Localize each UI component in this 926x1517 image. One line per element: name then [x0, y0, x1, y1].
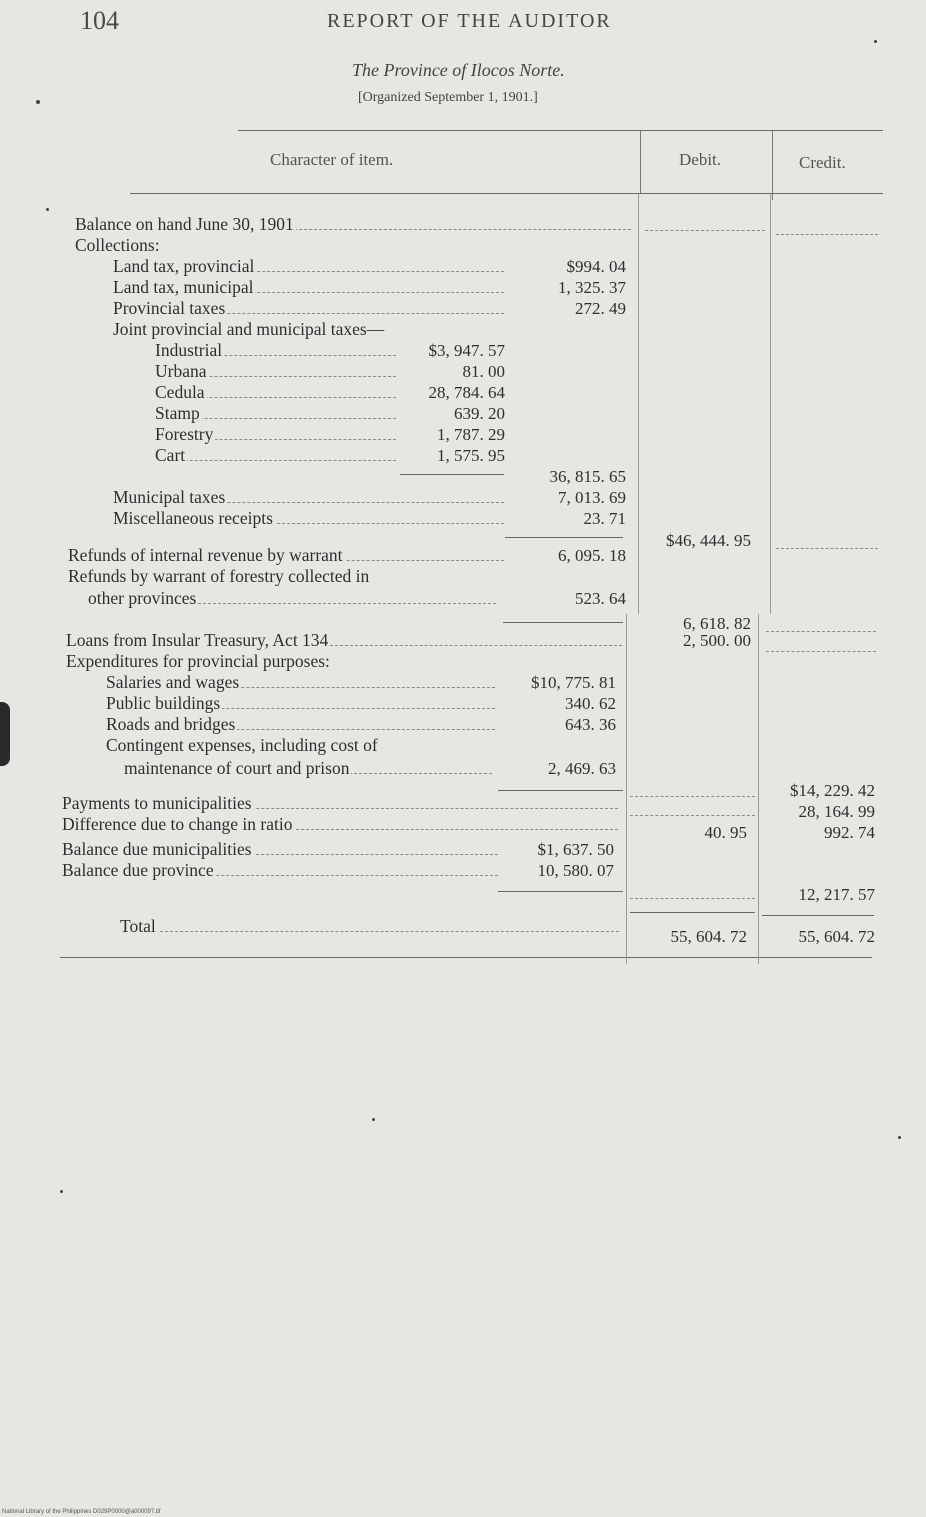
table-row — [0, 693, 926, 714]
debit-amount: 6, 618. 82 — [683, 614, 751, 633]
row-heading: Refunds by warrant of forestry collected in — [68, 566, 370, 586]
row-label: Miscellaneous receipts — [113, 508, 273, 528]
table-row — [0, 758, 926, 779]
table-row — [0, 214, 926, 235]
column-header-debit: Debit. — [679, 150, 722, 169]
table-row — [0, 839, 926, 860]
table-row — [0, 545, 926, 566]
row-heading: Collections: — [75, 235, 160, 255]
table-top-rule — [238, 130, 883, 131]
amount: $1, 637. 50 — [537, 840, 614, 859]
scan-speck — [898, 1136, 901, 1139]
row-label: Salaries and wages — [106, 672, 240, 692]
amount: $3, 947. 57 — [428, 341, 505, 360]
row-label: Provincial taxes — [113, 298, 226, 318]
row-label: Cedula — [155, 382, 205, 402]
table-row — [0, 630, 926, 651]
scan-speck — [372, 1118, 375, 1121]
amount: $10, 775. 81 — [531, 673, 616, 692]
row-label: Refunds of internal revenue by warrant — [68, 545, 343, 565]
page-number: 104 — [80, 6, 119, 35]
amount: 523. 64 — [575, 589, 626, 608]
table-row — [0, 588, 926, 609]
debit-amount: $46, 444. 95 — [666, 531, 751, 550]
column-header-item: Character of item. — [270, 150, 394, 169]
organized-date: [Organized September 1, 1901.] — [358, 90, 538, 105]
row-label: Payments to municipalities — [62, 793, 252, 813]
row-heading: Expenditures for provincial purposes: — [66, 651, 330, 671]
debit-amount: 2, 500. 00 — [683, 631, 751, 650]
row-label: Land tax, provincial — [113, 256, 255, 276]
amount: 340. 62 — [565, 694, 616, 713]
row-label: Forestry — [155, 424, 214, 444]
amount: 272. 49 — [575, 299, 626, 318]
row-label: Roads and bridges — [106, 714, 236, 734]
table-row — [0, 651, 926, 672]
credit-amount: 12, 217. 57 — [798, 885, 875, 904]
scan-shadow — [0, 702, 10, 766]
total-credit: 55, 604. 72 — [798, 927, 875, 946]
table-row — [0, 235, 926, 256]
row-label: Stamp — [155, 403, 200, 423]
row-label: Balance due province — [62, 860, 214, 880]
amount: 2, 469. 63 — [548, 759, 616, 778]
amount: 1, 325. 37 — [558, 278, 626, 297]
amount: 6, 095. 18 — [558, 546, 626, 565]
dash-filler — [645, 230, 765, 231]
table-row — [0, 340, 926, 361]
row-heading: Contingent expenses, including cost of — [106, 735, 378, 755]
table-row — [0, 672, 926, 693]
amount: 81. 00 — [462, 362, 505, 381]
scan-speck — [874, 40, 877, 43]
table-bottom-rule — [60, 957, 872, 958]
table-row — [0, 566, 926, 587]
dash-filler — [766, 631, 876, 632]
amount: 639. 20 — [454, 404, 505, 423]
total-rule-debit — [630, 912, 755, 913]
amount: 1, 575. 95 — [437, 446, 505, 465]
scan-speck — [36, 100, 40, 104]
row-label: other provinces — [88, 588, 197, 608]
table-row — [0, 735, 926, 756]
debit-amount: 40. 95 — [704, 823, 747, 842]
amount: 643. 36 — [565, 715, 616, 734]
table-row — [0, 466, 926, 487]
column-header-credit: Credit. — [799, 153, 846, 172]
table-row — [0, 256, 926, 277]
amount: 28, 784. 64 — [428, 383, 505, 402]
table-row — [0, 508, 926, 529]
table-row — [0, 714, 926, 735]
table-row — [0, 361, 926, 382]
row-label: Public buildings — [106, 693, 221, 713]
scan-speck — [60, 1190, 63, 1193]
credit-amount: 28, 164. 99 — [798, 802, 875, 821]
scan-speck — [46, 208, 49, 211]
table-row — [0, 319, 926, 340]
row-heading: Joint provincial and municipal taxes— — [113, 319, 385, 339]
table-row — [0, 298, 926, 319]
table-row — [0, 860, 926, 881]
amount: 10, 580. 07 — [537, 861, 614, 880]
table-row — [0, 403, 926, 424]
row-label: Difference due to change in ratio — [62, 814, 293, 834]
row-label: Balance on hand June 30, 1901 — [75, 214, 294, 234]
province-title: The Province of Ilocos Norte. — [352, 60, 565, 80]
row-label: Municipal taxes — [113, 487, 226, 507]
row-label: Industrial — [155, 340, 223, 360]
table-row — [0, 445, 926, 466]
credit-amount: 992. 74 — [824, 823, 875, 842]
row-label: Balance due municipalities — [62, 839, 252, 859]
table-row — [0, 382, 926, 403]
running-head: REPORT OF THE AUDITOR — [327, 10, 612, 32]
table-row — [0, 424, 926, 445]
scan-credit: National Library of the Philippines D029P0000@a000097.tif — [2, 1509, 161, 1515]
row-label: maintenance of court and prison — [124, 758, 350, 778]
row-label: Loans from Insular Treasury, Act 134 — [66, 630, 329, 650]
table-row — [0, 884, 926, 905]
table-row — [0, 487, 926, 508]
total-debit: 55, 604. 72 — [670, 927, 747, 946]
amount: 1, 787. 29 — [437, 425, 505, 444]
row-label: Total — [120, 916, 156, 936]
column-divider-credit — [772, 130, 773, 200]
amount: $994. 04 — [566, 257, 626, 276]
credit-amount: $14, 229. 42 — [790, 781, 875, 800]
row-label: Urbana — [155, 361, 207, 381]
amount: 23. 71 — [583, 509, 626, 528]
column-divider-debit — [640, 130, 641, 194]
table-row — [0, 277, 926, 298]
row-label: Land tax, municipal — [113, 277, 254, 297]
amount: 7, 013. 69 — [558, 488, 626, 507]
subtotal-amount: 36, 815. 65 — [549, 467, 626, 486]
row-label: Cart — [155, 445, 186, 465]
